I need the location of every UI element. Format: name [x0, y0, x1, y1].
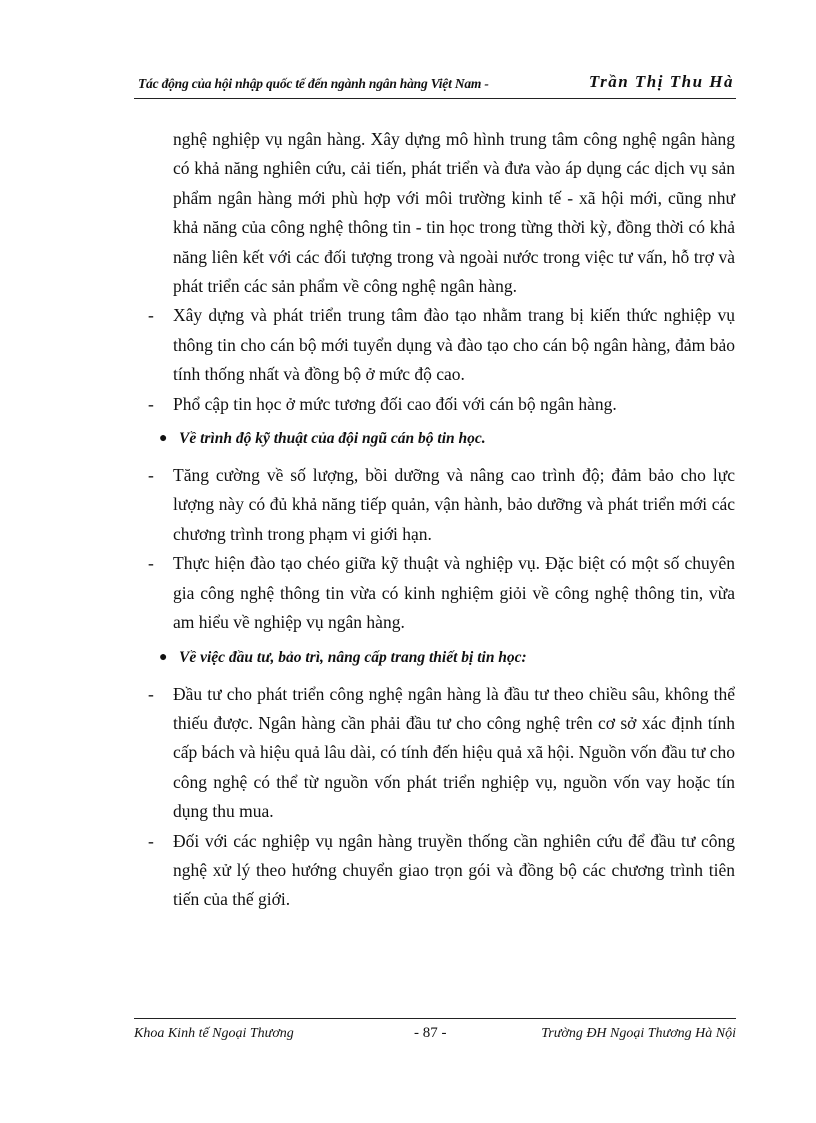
page-footer [134, 1018, 736, 1043]
list-item-text: Đầu tư cho phát triển công nghệ ngân hàng là đầu tư theo chiều sâu, không thể thiếu được. Ngân hàng cần phải đầu tư cho công nghệ trên cơ sở xác định tính cấp bách và hiệu quả lâu dài, có tính đến hiệu quả xã hội. Nguồn vốn đầu tư cho công nghệ có thể từ nguồn vốn phát triển nghiệp vụ, nguồn vốn vay hoặc tín dụng thu mua. [173, 683, 735, 822]
list-item-text: Phổ cập tin học ở mức tương đối cao đối với cán bộ ngân hàng. [173, 393, 617, 414]
list-item-text: Xây dựng và phát triển trung tâm đào tạo nhằm trang bị kiến thức nghiệp vụ thông tin cho cán bộ mới tuyển dụng và đào tạo cho cán bộ ngân hàng, đảm bảo tính thống nhất và đồng bộ ở mức độ cao. [173, 305, 735, 385]
list-item [145, 827, 735, 915]
list-item [145, 461, 735, 549]
list-item [145, 680, 735, 827]
list-item [145, 301, 735, 389]
footer-university: Trường ĐH Ngoại Thương Hà Nội [541, 1026, 736, 1041]
dash-marker: - [148, 553, 154, 574]
list-item-text: Đối với các nghiệp vụ ngân hàng truyền thống cần nghiên cứu để đầu tư công nghệ xử lý theo hướng chuyển giao trọn gói và đồng bộ các chương trình tiên tiến của thế giới. [173, 830, 735, 910]
dash-marker: - [148, 683, 154, 704]
footer-faculty: Khoa Kinh tế Ngoại Thương [134, 1026, 294, 1041]
section-heading-text: Về việc đầu tư, bảo trì, nâng cấp trang thiết bị tin học: [179, 648, 527, 666]
bullet-icon: ● [159, 431, 168, 447]
bullet-icon: ● [159, 649, 168, 665]
section-heading [145, 638, 735, 680]
header-title: Tác động của hội nhập quốc tế đến ngành ngân hàng Việt Nam - [138, 76, 489, 91]
list-item-text: Thực hiện đào tạo chéo giữa kỹ thuật và nghiệp vụ. Đặc biệt có một số chuyên gia công nghệ thông tin vừa có kinh nghiệm giỏi về công nghệ thông tin, vừa am hiểu về nghiệp vụ ngân hàng. [173, 553, 735, 633]
dash-marker: - [148, 465, 154, 486]
list-item [145, 549, 735, 637]
page-header [134, 74, 736, 99]
list-item-text: Tăng cường về số lượng, bồi dưỡng và nâng cao trình độ; đảm bảo cho lực lượng này có đủ khả năng tiếp quản, vận hành, bảo dưỡng và phát triển mới các chương trình trong phạm vi giới hạn. [173, 465, 735, 544]
list-item [145, 390, 735, 419]
intro-paragraph: nghệ nghiệp vụ ngân hàng. Xây dựng mô hình trung tâm công nghệ ngân hàng có khả năng nghiên cứu, cải tiến, phát triển và đưa vào áp dụng các dịch vụ sản phẩm ngân hàng mới phù hợp với môi trường kinh tế - xã hội mới, cũng như khả năng của công nghệ thông tin - tin học trong từng thời kỳ, đồng thời có khả năng liên kết với các đối tượng trong và ngoài nước trong việc tư vấn, hỗ trợ và phát triển các sản phẩm về công nghệ ngân hàng. [173, 129, 735, 297]
section-heading-text: Về trình độ kỹ thuật của đội ngũ cán bộ tin học. [179, 430, 486, 448]
page-body [145, 125, 735, 915]
page-number: - 87 - [414, 1025, 447, 1041]
section-heading [145, 419, 735, 461]
dash-marker: - [148, 305, 154, 326]
dash-marker: - [148, 830, 154, 851]
dash-marker: - [148, 393, 154, 414]
header-author: Trần Thị Thu Hà [588, 72, 734, 91]
